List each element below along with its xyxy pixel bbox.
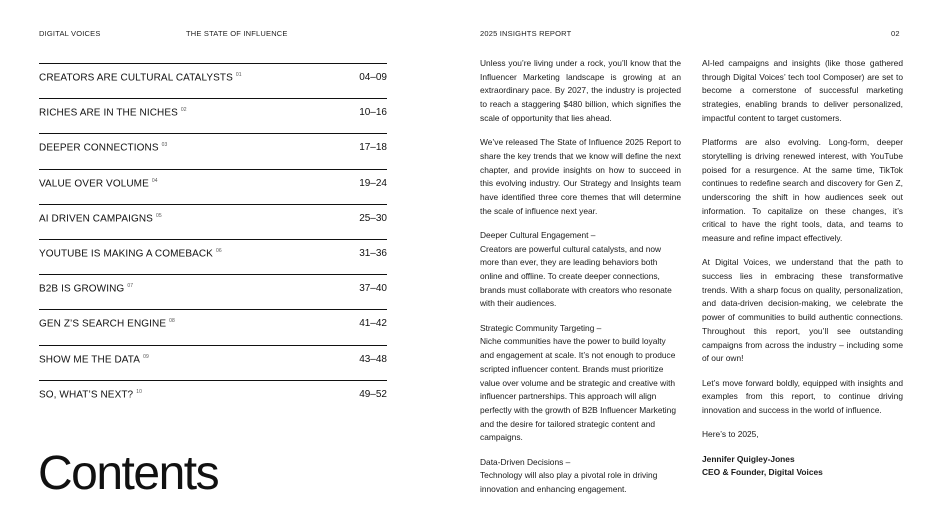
toc-item-title: VALUE OVER VOLUME $^{04}$ xyxy=(39,177,158,189)
toc-item-title: B2B IS GROWING $^{07}$ xyxy=(39,283,134,295)
toc-item[interactable] xyxy=(39,239,387,274)
body-paragraph: We’ve released The State of Influence 2025 Report to share the key trends that we know will define the next chapter, and provide insights on how to succeed in this evolving industry. Our Strategy and Insights team have identified three core themes that will determine the scale of influence next year. xyxy=(480,137,681,216)
toc-item[interactable] xyxy=(39,345,387,380)
toc-item-number: 08 xyxy=(169,318,175,325)
toc-item[interactable] xyxy=(39,98,387,133)
toc-item-title: YOUTUBE IS MAKING A COMEBACK $^{06}$ xyxy=(39,247,222,260)
toc-item-title: DEEPER CONNECTIONS $^{03}$ xyxy=(39,142,168,154)
toc-item[interactable] xyxy=(39,274,387,309)
toc-item-number: 10 xyxy=(136,388,142,395)
toc-item-title: GEN Z’S SEARCH ENGINE $^{08}$ xyxy=(39,318,175,330)
signature-name: Jennifer Quigley-Jones xyxy=(702,453,795,464)
body-paragraph: Deeper Cultural Engagement – Creators are powerful cultural catalysts, and now more than ever, they are leading behaviors both online and offline. To create deeper connections, brands must collaborate with creators who resonate with their audiences. xyxy=(480,229,672,309)
body-paragraph: Unless you’re living under a rock, you’ll know that the Influencer Marketing landscape is growing at an extraordinary pace. By 2027, the industry is projected to reach a staggering $480 billion, which signifies the scale of opportunity that lies ahead. xyxy=(480,58,681,123)
toc-item-title: SHOW ME THE DATA $^{09}$ xyxy=(39,353,149,365)
toc-item[interactable] xyxy=(39,380,387,415)
body-paragraph: AI-led campaigns and insights (like those gathered through Digital Voices’ tech tool Composer) are set to become a cornerstone of successful marketing strategies, enabling brands to deliver personalized, impactful content to target customers. xyxy=(702,58,903,123)
toc-item[interactable] xyxy=(39,169,387,204)
toc-item-number: 06 xyxy=(215,247,222,254)
sign-off: Here’s to 2025, xyxy=(702,429,759,440)
toc-item-pages: 10–16 xyxy=(359,107,387,119)
toc-item-title: RICHES ARE IN THE NICHES $^{02}$ xyxy=(39,107,187,119)
body-paragraph: Strategic Community Targeting – Niche communities have the power to build loyalty and engagement at scale. It’s not enough to produce scripted influencer content. Brands must prioritize value over volume and be strategic and creative with influencer partnerships. This approach will align perfectly with the growth of B2B Influencer Marketing and the desire for tailored strategic content and campaigns. xyxy=(480,322,676,443)
toc-item-pages: 04–09 xyxy=(359,72,387,83)
toc-item[interactable] xyxy=(39,204,387,239)
toc-item-number: 03 xyxy=(161,142,168,149)
toc-item-pages: 31–36 xyxy=(359,247,387,259)
toc-item-number: 09 xyxy=(143,353,149,360)
toc-item-pages: 37–40 xyxy=(359,283,387,295)
toc-item-pages: 43–48 xyxy=(359,353,387,365)
toc-item-number: 04 xyxy=(151,177,158,184)
toc-item-number: 01 xyxy=(235,72,242,78)
toc-item-title: AI DRIVEN CAMPAIGNS $^{05}$ xyxy=(39,212,162,225)
body-column-left xyxy=(480,57,681,507)
page-number: 02 xyxy=(891,29,900,38)
contents-heading: Contents xyxy=(38,447,219,500)
brand-label: DIGITAL VOICES xyxy=(39,29,101,38)
toc-item-number: 05 xyxy=(155,212,162,219)
toc-item-pages: 49–52 xyxy=(359,388,387,400)
toc-item-number: 02 xyxy=(180,107,187,114)
toc-item[interactable] xyxy=(39,133,387,168)
toc-item-pages: 19–24 xyxy=(359,177,387,189)
report-label: 2025 INSIGHTS REPORT xyxy=(480,29,572,38)
toc-item-pages: 17–18 xyxy=(359,142,387,154)
body-paragraph: Platforms are also evolving. Long-form, deeper storytelling is driving renewed interest, with YouTube poised for a resurgence. At the same time, TikTok continues to redefine search and discovery for Gen Z, underscoring the shift in how audiences seek out information. To capitalize on these changes, it’s critical to have the right tools, data, and teams to measure and refine impact effectively. xyxy=(702,137,903,244)
signature-title: CEO & Founder, Digital Voices xyxy=(702,467,823,478)
toc-item-number: 07 xyxy=(127,283,134,290)
body-paragraph: At Digital Voices, we understand that the path to success lies in embracing these transformative trends. With a sharp focus on quality, personalization, and data-driven decision-making, we celebrate the power of communities to build authentic connections. Throughout this report, you’ll see outstanding campaigns from across the industry – including some of our own! xyxy=(702,257,903,364)
toc-item-title: CREATORS ARE CULTURAL CATALYSTS $^{01}$ xyxy=(39,72,242,84)
toc-item-title: SO, WHAT’S NEXT? $^{10}$ xyxy=(39,388,142,401)
body-paragraph: Data-Driven Decisions – Technology will also play a pivotal role in driving innovation and enhancing engagement. xyxy=(480,456,658,495)
publication-label: THE STATE OF INFLUENCE xyxy=(186,29,288,38)
toc-item-pages: 41–42 xyxy=(359,318,387,330)
toc-item-pages: 25–30 xyxy=(359,212,387,224)
table-of-contents xyxy=(39,63,387,415)
body-paragraph: Let’s move forward boldly, equipped with insights and examples from this report, to continue driving innovation and success in the world of influence. xyxy=(702,377,903,415)
toc-item[interactable] xyxy=(39,309,387,344)
toc-item[interactable] xyxy=(39,63,387,98)
body-column-right xyxy=(702,57,903,480)
